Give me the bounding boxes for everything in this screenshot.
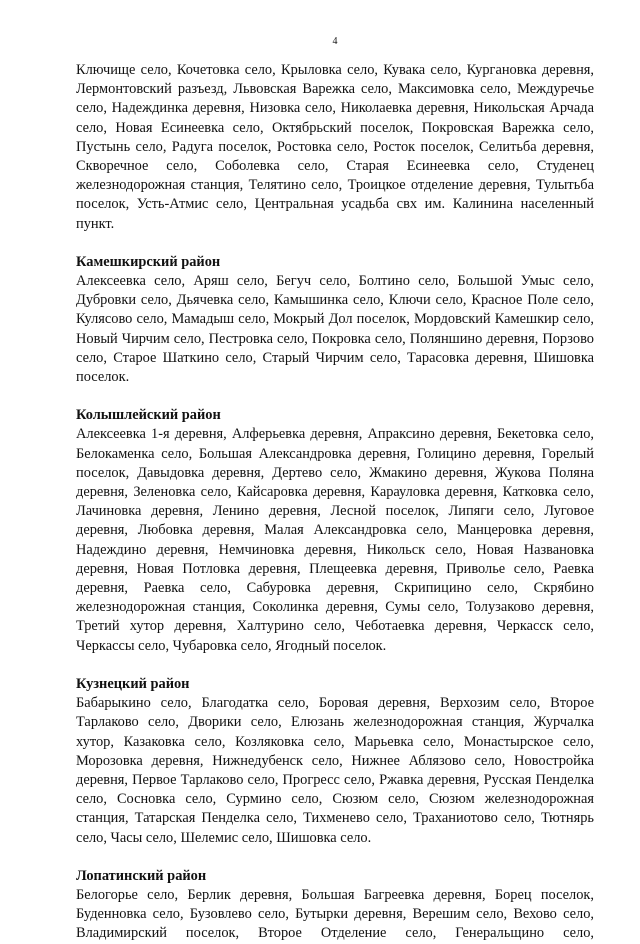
section-kameshkirsky bbox=[76, 253, 594, 387]
intro-paragraph: Ключище село, Кочетовка село, Крыловка село, Кувака село, Кургановка деревня, Лермонтовский разъезд, Львовская Варежка село, Максимовка село, Междуречье село, Надеждинка деревня, Низовка село, Николаевка деревня, Никольская Арчада село, Новая Есинеевка село, Октябрьский поселок, Покровская Варежка село, Пустынь село, Радуга поселок, Ростовка село, Росток поселок, Селитьба деревня, Скворечное село, Соболевка село, Старая Есинеевка село, Студенец железнодорожная станция, Телятино село, Троицкое отделение деревня, Тулытьба поселок, Усть-Атмис село, Центральная усадьба свх им. Калинина населенный пункт. bbox=[76, 62, 594, 232]
section-kolyshleysky bbox=[76, 406, 594, 656]
section-heading: Кузнецкий район bbox=[76, 675, 190, 692]
section-paragraph: Алексеевка село, Аряш село, Бегуч село, Болтино село, Большой Умыс село, Дубровки село, Дьячевка село, Камышинка село, Ключи село, Красное Поле село, Кулясово село, Мамадыш село, Мокрый Дол поселок, Мордовский Камешкир село, Новый Чирчим село, Пестровка село, Покровка село, Поляншино деревня, Порзово село, Старое Шаткино село, Старый Чирчим село, Тарасовка деревня, Шишовка поселок. bbox=[76, 273, 594, 386]
section-heading: Лопатинский район bbox=[76, 867, 207, 884]
section-kuznetsky bbox=[76, 675, 594, 848]
section-paragraph: Алексеевка 1-я деревня, Алферьевка деревня, Апраксино деревня, Бекетовка село, Белокаменка село, Большая Александровка деревня, Голицино деревня, Горелый поселок, Давыдовка деревня, Дертево село, Жмакино деревня, Жукова Поляна деревня, Зеленовка село, Кайсаровка деревня, Карауловка деревня, Катковка село, Лачиновка деревня, Ленино деревня, Лесной поселок, Липяги село, Луговое деревня, Любовка деревня, Малая Александровка село, Манцеровка деревня, Надеждино деревня, Немчиновка деревня, Никольск село, Новая Названовка деревня, Новая Потловка деревня, Плещеевка деревня, Приволье село, Раевка деревня, Раевка село, Сабуровка деревня, Скрипицино село, Скрябино железнодорожная станция, Соколинка деревня, Сумы село, Толузаково деревня, Третий хутор деревня, Халтурино село, Чеботаевка деревня, Черкасск село, Черкассы село, Чубаровка село, Ягодный поселок. bbox=[76, 426, 594, 654]
section-heading: Колышлейский район bbox=[76, 407, 221, 424]
section-paragraph: Белогорье село, Берлик деревня, Большая Багреевка деревня, Борец поселок, Буденновка село, Бузовлево село, Бутырки деревня, Верешим село, Вехово село, Владимирский поселок, Второе Отделение село, Генеральщино село, bbox=[76, 886, 594, 942]
section-paragraph: Бабарыкино село, Благодатка село, Боровая деревня, Верхозим село, Второе Тарлаково село, Дворики село, Елюзань железнодорожная станция, Журчалка хутор, Казаковка село, Козляковка село, Марьевка село, Монастырское село, Морозовка деревня, Нижнедубенск село, Нижнее Аблязово село, Новостройка деревня, Первое Тарлаково село, Прогресс село, Ржавка деревня, Русская Пенделка село, Сосновка село, Сурмино село, Сюзюм село, Сюзюм железнодорожная станция, Татарская Пенделка село, Тихменево село, Траханиотово село, Тютнярь село, Часы село, Шелемис село, Шишовка село. bbox=[76, 695, 594, 846]
page-number: 4 bbox=[332, 36, 338, 47]
section-heading: Камешкирский район bbox=[76, 253, 221, 270]
section-lopatinsky bbox=[76, 867, 594, 944]
